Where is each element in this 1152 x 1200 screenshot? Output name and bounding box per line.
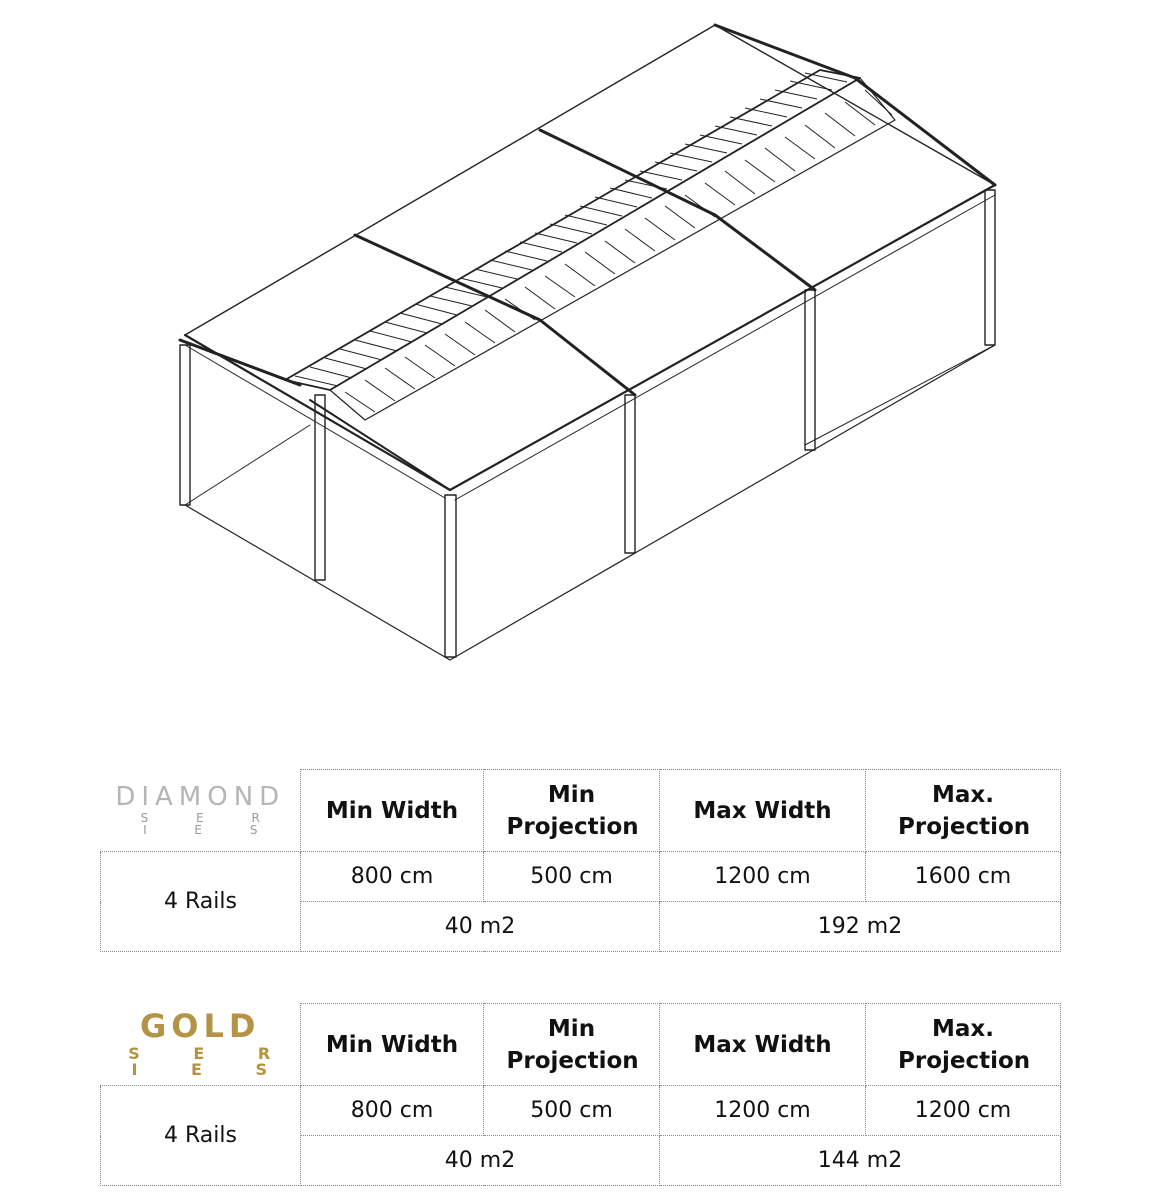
header-min-width: Min Width bbox=[301, 1004, 484, 1086]
series-logo-cell bbox=[101, 1004, 301, 1086]
min-projection-value: 500 cm bbox=[484, 1086, 660, 1136]
max-projection-value: 1600 cm bbox=[866, 852, 1061, 902]
diamond-series-table bbox=[100, 769, 1061, 952]
min-area-value: 40 m2 bbox=[301, 1136, 660, 1186]
max-area-value: 144 m2 bbox=[660, 1136, 1061, 1186]
rails-label: 4 Rails bbox=[101, 852, 301, 952]
max-area-value: 192 m2 bbox=[660, 902, 1061, 952]
header-min-width: Min Width bbox=[301, 770, 484, 852]
header-min-projection: Min Projection bbox=[484, 770, 660, 852]
series-logo-cell bbox=[101, 770, 301, 852]
max-width-value: 1200 cm bbox=[660, 1086, 866, 1136]
rails-label: 4 Rails bbox=[101, 1086, 301, 1186]
diamond-series-logo: DIAMOND S E R I E S bbox=[115, 782, 286, 838]
header-max-width: Max Width bbox=[660, 770, 866, 852]
min-width-value: 800 cm bbox=[301, 852, 484, 902]
gold-series-table bbox=[100, 1003, 1061, 1186]
max-projection-value: 1200 cm bbox=[866, 1086, 1061, 1136]
gold-series-logo: GOLD S E R I E S bbox=[128, 1007, 295, 1080]
max-width-value: 1200 cm bbox=[660, 852, 866, 902]
header-max-projection: Max. Projection bbox=[866, 770, 1061, 852]
min-width-value: 800 cm bbox=[301, 1086, 484, 1136]
header-max-width: Max Width bbox=[660, 1004, 866, 1086]
min-area-value: 40 m2 bbox=[301, 902, 660, 952]
header-min-projection: Min Projection bbox=[484, 1004, 660, 1086]
min-projection-value: 500 cm bbox=[484, 852, 660, 902]
header-max-projection: Max. Projection bbox=[866, 1004, 1061, 1086]
